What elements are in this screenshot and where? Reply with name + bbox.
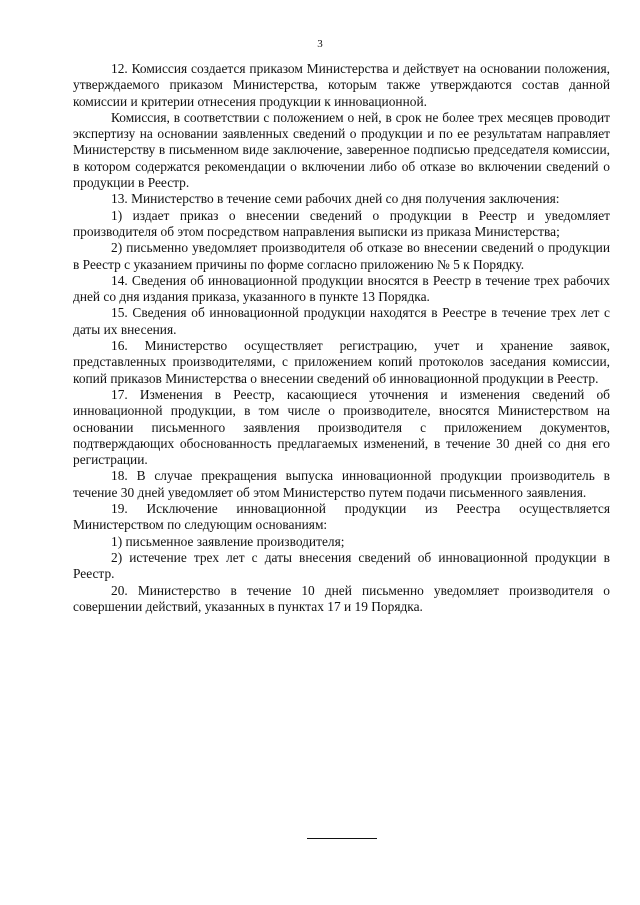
footer-rule: [307, 838, 377, 839]
paragraph-12: 12. Комиссия создается приказом Министерства и действует на основании положения, утверждаемого приказом Министерства, которым также утверждаются состав данной комиссии и критерии отнесения продукции к инновационной.: [73, 61, 610, 109]
paragraph-14: 14. Сведения об инновационной продукции вносятся в Реестр в течение трех рабочих дней со дня издания приказа, указанного в пункте 13 Порядка.: [73, 272, 610, 305]
paragraph-13-item-1: 1) издает приказ о внесении сведений о продукции в Реестр и уведомляет производителя об этом посредством направления выписки из приказа Министерства;: [73, 207, 610, 239]
page-number: 3: [317, 38, 323, 50]
paragraph-19-item-1: 1) письменное заявление производителя;: [111, 533, 345, 549]
paragraph-15: 15. Сведения об инновационной продукции находятся в Реестре в течение трех лет с даты их внесения.: [73, 305, 610, 337]
paragraph-12-commission: Комиссия, в соответствии с положением о ней, в срок не более трех месяцев проводит экспертизу на основании заявленных сведений о продукции и по ее результатам направляет Министерству в письменном виде заключение, заверенное подписью председателя комиссии, в котором содержатся рекомендации о включении либо об отказе во включении сведений о продукции в Реестр.: [73, 109, 610, 191]
paragraph-16: 16. Министерство осуществляет регистрацию, учет и хранение заявок, представленных производителями, с приложением копий протоколов заседания комиссии, копий приказов Министерства о внесении сведений об инновационной продукции в Реестр.: [73, 338, 610, 386]
paragraph-18: 18. В случае прекращения выпуска инновационной продукции производитель в течение 30 дней уведомляет об этом Министерство путем подачи письменного заявления.: [73, 468, 610, 500]
paragraph-13: 13. Министерство в течение семи рабочих дней со дня получения заключения:: [111, 191, 560, 207]
paragraph-13-item-2: 2) письменно уведомляет производителя об отказе во внесении сведений о продукции в Реестр с указанием причины по форме согласно приложению № 5 к Порядку.: [73, 240, 610, 272]
paragraph-20: 20. Министерство в течение 10 дней письменно уведомляет производителя о совершении действий, указанных в пунктах 17 и 19 Порядка.: [73, 582, 610, 614]
document-body: [73, 61, 610, 615]
paragraph-19: 19. Исключение инновационной продукции из Реестра осуществляется Министерством по следующим основаниям:: [73, 501, 610, 533]
paragraph-17: 17. Изменения в Реестр, касающиеся уточнения и изменения сведений об инновационной продукции, в том числе о производителе, вносятся Министерством на основании письменного заявления производителя с приложением документов, подтверждающих обоснованность предлагаемых изменений, в течение 30 дней со дня его регистрации.: [73, 386, 610, 468]
paragraph-19-item-2: 2) истечение трех лет с даты внесения сведений об инновационной продукции в Реестр.: [73, 549, 610, 582]
